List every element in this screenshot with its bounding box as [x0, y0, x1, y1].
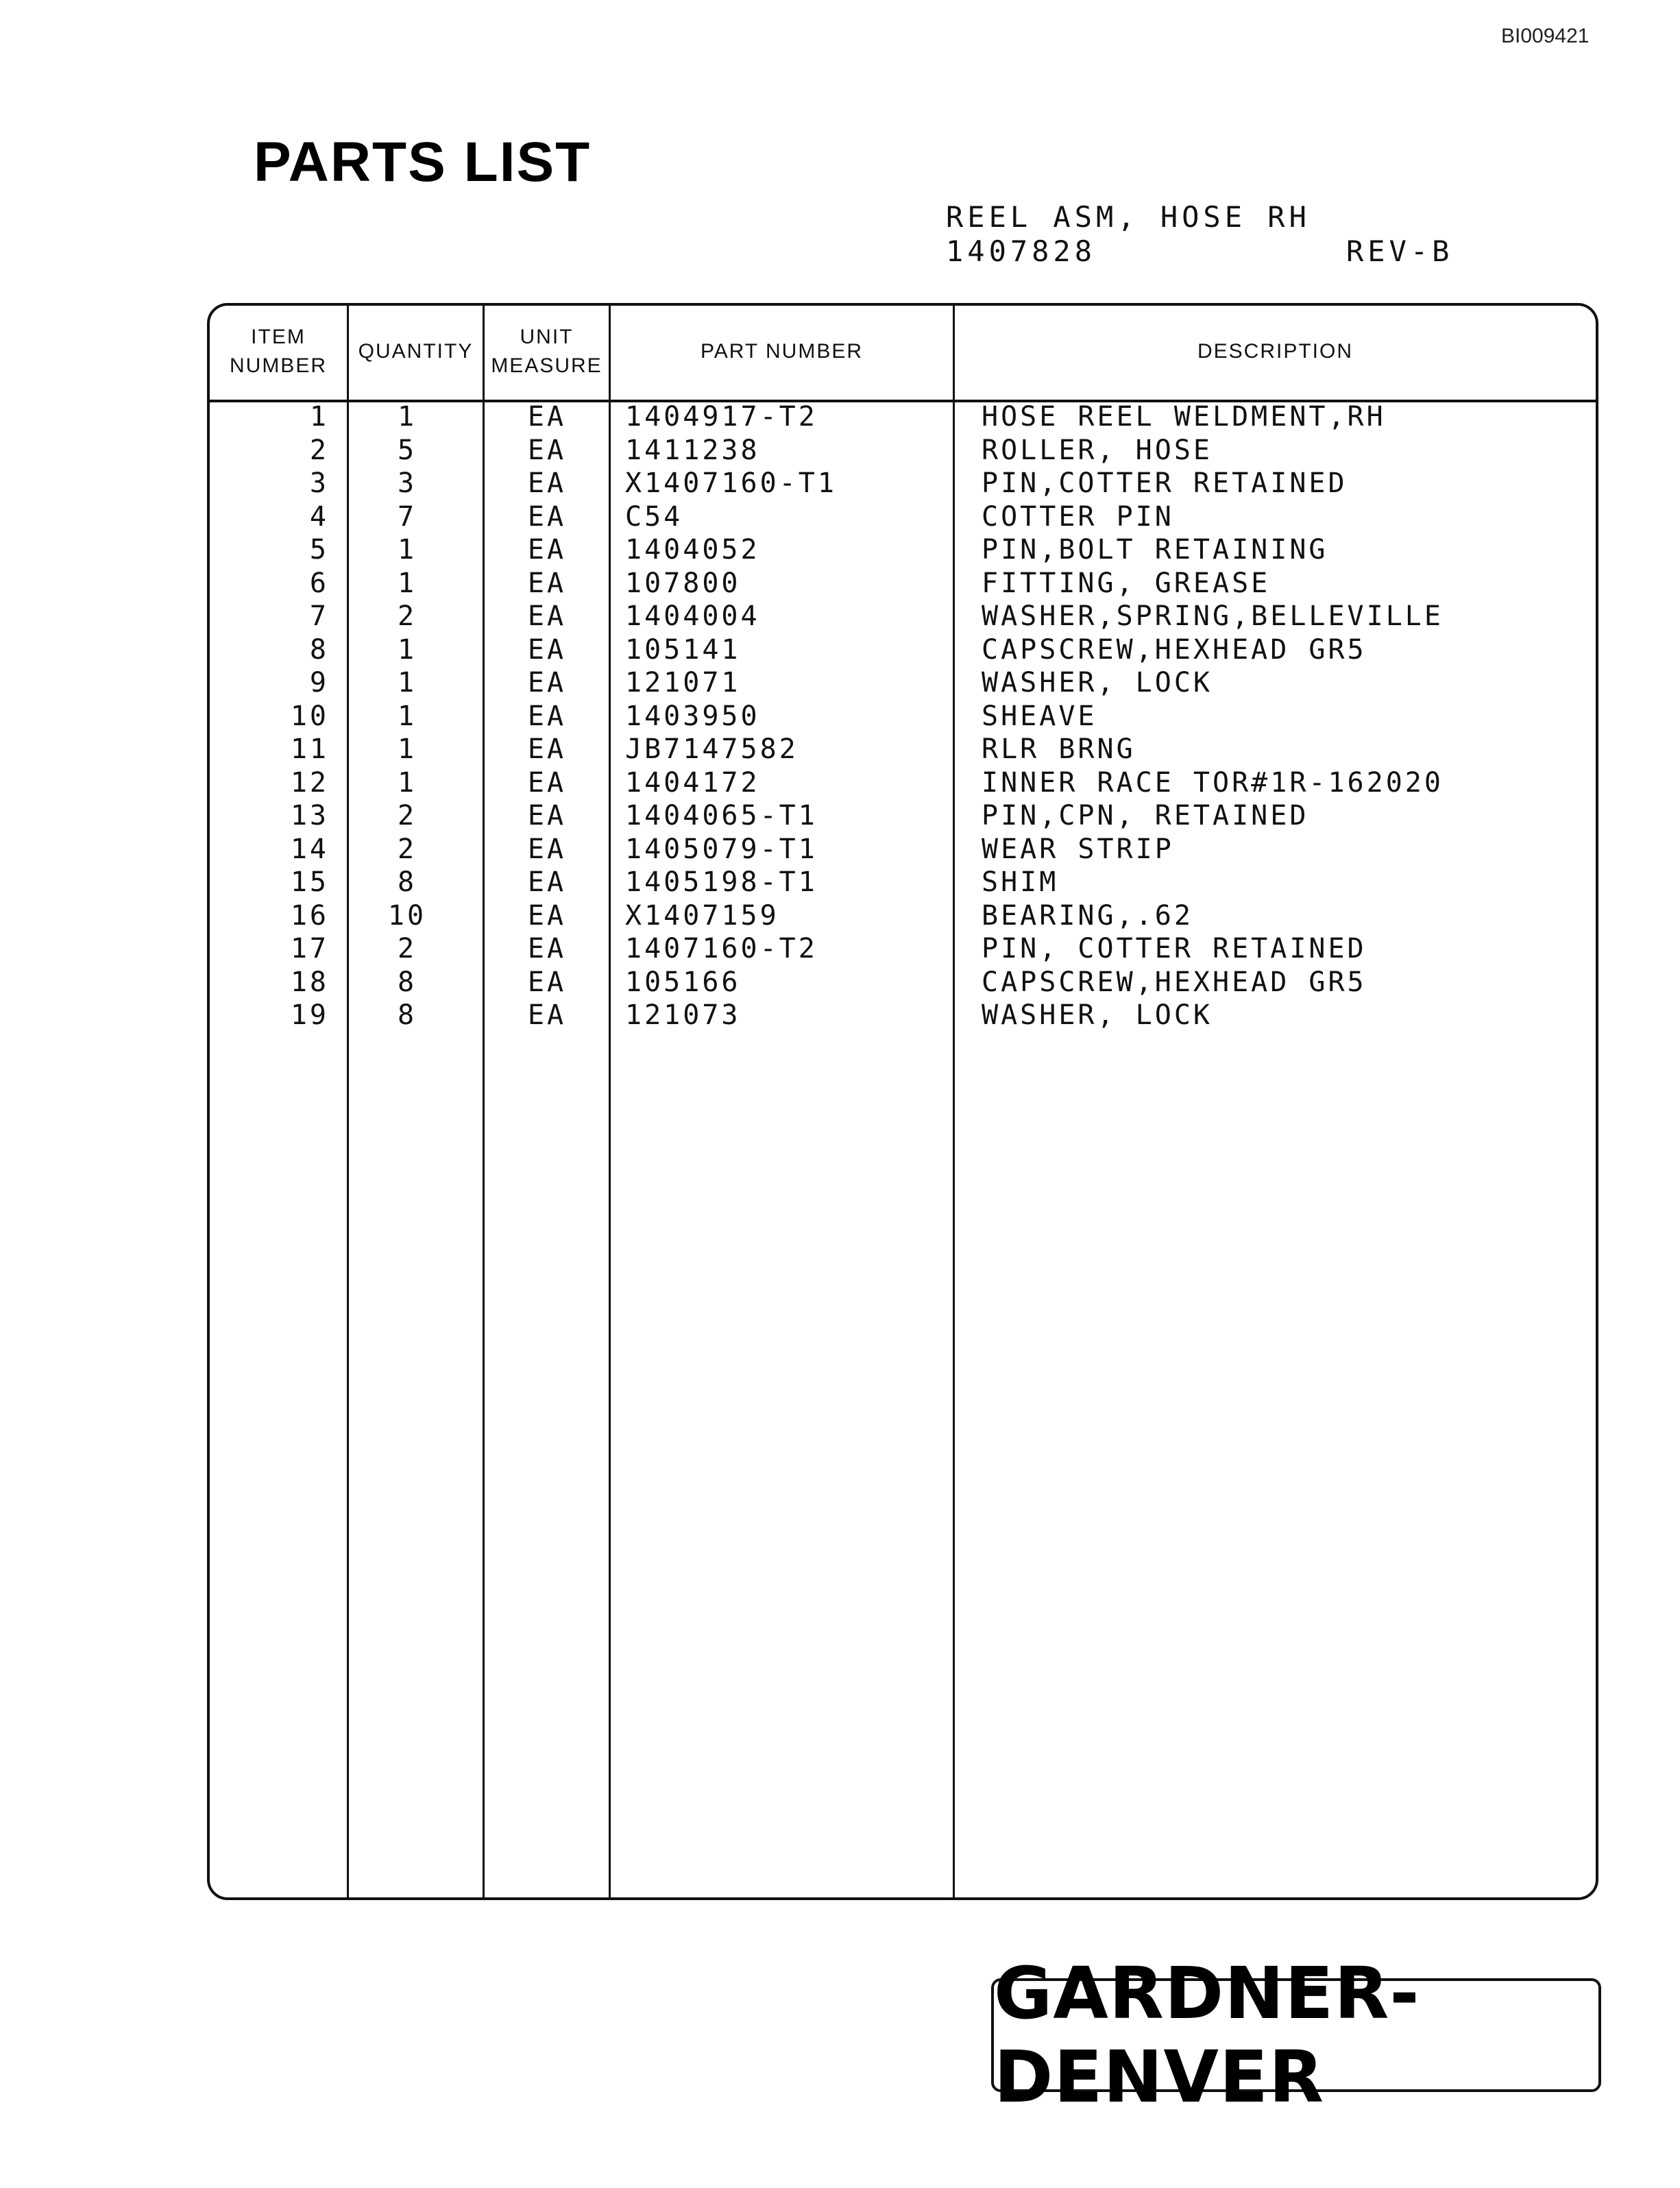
item-number-cell: 18	[290, 966, 329, 998]
unit-cell: EA	[527, 966, 567, 998]
description-cell: WASHER, LOCK	[982, 999, 1213, 1031]
quantity-cell: 2	[397, 800, 417, 831]
table-row	[207, 733, 1598, 766]
header-part-label: PART NUMBER	[700, 339, 864, 363]
unit-cell: EA	[527, 567, 567, 599]
part-number-cell: 121073	[625, 999, 741, 1031]
table-row	[207, 500, 1598, 534]
unit-cell: EA	[527, 401, 567, 433]
item-number-cell: 19	[290, 999, 329, 1031]
header-item-number	[210, 303, 347, 400]
table-row	[207, 400, 1598, 434]
item-number-cell: 16	[290, 899, 329, 932]
table-row	[207, 633, 1598, 667]
description-cell: CAPSCREW,HEXHEAD GR5	[982, 633, 1367, 666]
unit-cell: EA	[527, 800, 567, 831]
description-cell: BEARING,.62	[982, 899, 1193, 932]
unit-cell: EA	[527, 534, 567, 566]
item-number-cell: 15	[290, 866, 329, 898]
part-number-cell: 1407160-T2	[625, 933, 818, 964]
table-row	[207, 899, 1598, 933]
unit-cell: EA	[527, 500, 567, 533]
part-number-cell: 1404917-T2	[625, 401, 818, 433]
quantity-cell: 1	[397, 567, 417, 599]
item-number-cell: 2	[309, 434, 329, 466]
part-number-cell: 1405198-T1	[625, 866, 818, 898]
quantity-cell: 1	[397, 766, 417, 799]
unit-cell: EA	[527, 933, 567, 964]
part-number-cell: 1404065-T1	[625, 800, 818, 831]
table-row	[207, 467, 1598, 500]
item-number-cell: 1	[309, 401, 329, 433]
revision-label: REV-B	[1346, 234, 1454, 268]
header-quantity	[349, 303, 483, 400]
description-cell: ROLLER, HOSE	[982, 434, 1213, 466]
part-number-cell: 1404172	[625, 766, 760, 799]
table-row	[207, 533, 1598, 567]
description-cell: WASHER,SPRING,BELLEVILLE	[982, 600, 1444, 632]
description-cell: PIN,BOLT RETAINING	[982, 534, 1328, 566]
table-row	[207, 833, 1598, 866]
unit-cell: EA	[527, 700, 567, 732]
part-number-cell: X1407160-T1	[625, 467, 837, 499]
description-cell: HOSE REEL WELDMENT,RH	[982, 401, 1386, 433]
part-number-cell: 1405079-T1	[625, 833, 818, 865]
unit-cell: EA	[527, 999, 567, 1031]
part-number-cell: 1403950	[625, 700, 760, 732]
unit-cell: EA	[527, 667, 567, 698]
item-number-cell: 3	[309, 467, 329, 499]
quantity-cell: 1	[397, 667, 417, 698]
item-number-cell: 4	[309, 500, 329, 533]
table-row	[207, 932, 1598, 966]
quantity-cell: 10	[387, 899, 427, 932]
description-cell: SHEAVE	[982, 700, 1097, 732]
quantity-cell: 1	[397, 700, 417, 732]
item-number-cell: 5	[309, 534, 329, 566]
description-cell: COTTER PIN	[982, 500, 1174, 533]
table-row	[207, 866, 1598, 899]
quantity-cell: 7	[397, 500, 417, 533]
item-number-cell: 12	[290, 766, 329, 799]
description-cell: INNER RACE TOR#1R-162020	[982, 766, 1444, 799]
item-number-cell: 14	[290, 833, 329, 865]
table-row	[207, 799, 1598, 833]
description-cell: PIN, COTTER RETAINED	[982, 933, 1367, 964]
item-number-cell: 8	[309, 633, 329, 666]
item-number-cell: 13	[290, 800, 329, 831]
header-item-line1: ITEM	[251, 325, 306, 348]
part-number-cell: C54	[625, 500, 683, 533]
table-row	[207, 966, 1598, 999]
quantity-cell: 1	[397, 401, 417, 433]
document-id: BI009421	[1501, 25, 1590, 47]
assembly-number: 1407828	[946, 234, 1097, 268]
header-item-line2: NUMBER	[229, 354, 327, 377]
unit-cell: EA	[527, 467, 567, 499]
unit-cell: EA	[527, 633, 567, 666]
item-number-cell: 7	[309, 600, 329, 632]
item-number-cell: 9	[309, 667, 329, 698]
header-description	[955, 303, 1596, 400]
part-number-cell: 1404004	[625, 600, 760, 632]
header-description-label: DESCRIPTION	[1197, 339, 1354, 363]
unit-cell: EA	[527, 434, 567, 466]
unit-cell: EA	[527, 733, 567, 765]
item-number-cell: 10	[290, 700, 329, 732]
quantity-cell: 2	[397, 933, 417, 964]
part-number-cell: X1407159	[625, 899, 779, 932]
table-row	[207, 600, 1598, 633]
quantity-cell: 8	[397, 866, 417, 898]
quantity-cell: 5	[397, 434, 417, 466]
table-row	[207, 567, 1598, 600]
header-unit-line2: MEASURE	[491, 354, 602, 377]
part-number-cell: 105166	[625, 966, 741, 998]
quantity-cell: 1	[397, 633, 417, 666]
header-quantity-label: QUANTITY	[358, 339, 474, 363]
header-part-number	[611, 303, 953, 400]
table-row	[207, 700, 1598, 733]
quantity-cell: 8	[397, 999, 417, 1031]
description-cell: CAPSCREW,HEXHEAD GR5	[982, 966, 1367, 998]
gardner-denver-logo: GARDNER-DENVER	[991, 1978, 1601, 2092]
unit-cell: EA	[527, 899, 567, 932]
page-title: PARTS LIST	[254, 131, 592, 193]
part-number-cell: JB7147582	[625, 733, 799, 765]
description-cell: SHIM	[982, 866, 1059, 898]
table-row	[207, 666, 1598, 700]
part-number-cell: 1404052	[625, 534, 760, 566]
header-unit-measure	[485, 303, 609, 400]
quantity-cell: 1	[397, 534, 417, 566]
quantity-cell: 3	[397, 467, 417, 499]
item-number-cell: 17	[290, 933, 329, 964]
unit-cell: EA	[527, 766, 567, 799]
table-row	[207, 999, 1598, 1032]
part-number-cell: 1411238	[625, 434, 760, 466]
assembly-name: REEL ASM, HOSE RH	[946, 200, 1311, 234]
description-cell: FITTING, GREASE	[982, 567, 1271, 599]
quantity-cell: 8	[397, 966, 417, 998]
description-cell: WEAR STRIP	[982, 833, 1174, 865]
description-cell: RLR BRNG	[982, 733, 1136, 765]
unit-cell: EA	[527, 600, 567, 632]
item-number-cell: 6	[309, 567, 329, 599]
quantity-cell: 2	[397, 833, 417, 865]
item-number-cell: 11	[290, 733, 329, 765]
unit-cell: EA	[527, 833, 567, 865]
part-number-cell: 107800	[625, 567, 741, 599]
quantity-cell: 2	[397, 600, 417, 632]
part-number-cell: 105141	[625, 633, 741, 666]
table-row	[207, 434, 1598, 467]
header-unit-line1: UNIT	[520, 325, 574, 348]
description-cell: PIN,COTTER RETAINED	[982, 467, 1348, 499]
quantity-cell: 1	[397, 733, 417, 765]
description-cell: WASHER, LOCK	[982, 667, 1213, 698]
unit-cell: EA	[527, 866, 567, 898]
part-number-cell: 121071	[625, 667, 741, 698]
description-cell: PIN,CPN, RETAINED	[982, 800, 1309, 831]
table-row	[207, 766, 1598, 800]
